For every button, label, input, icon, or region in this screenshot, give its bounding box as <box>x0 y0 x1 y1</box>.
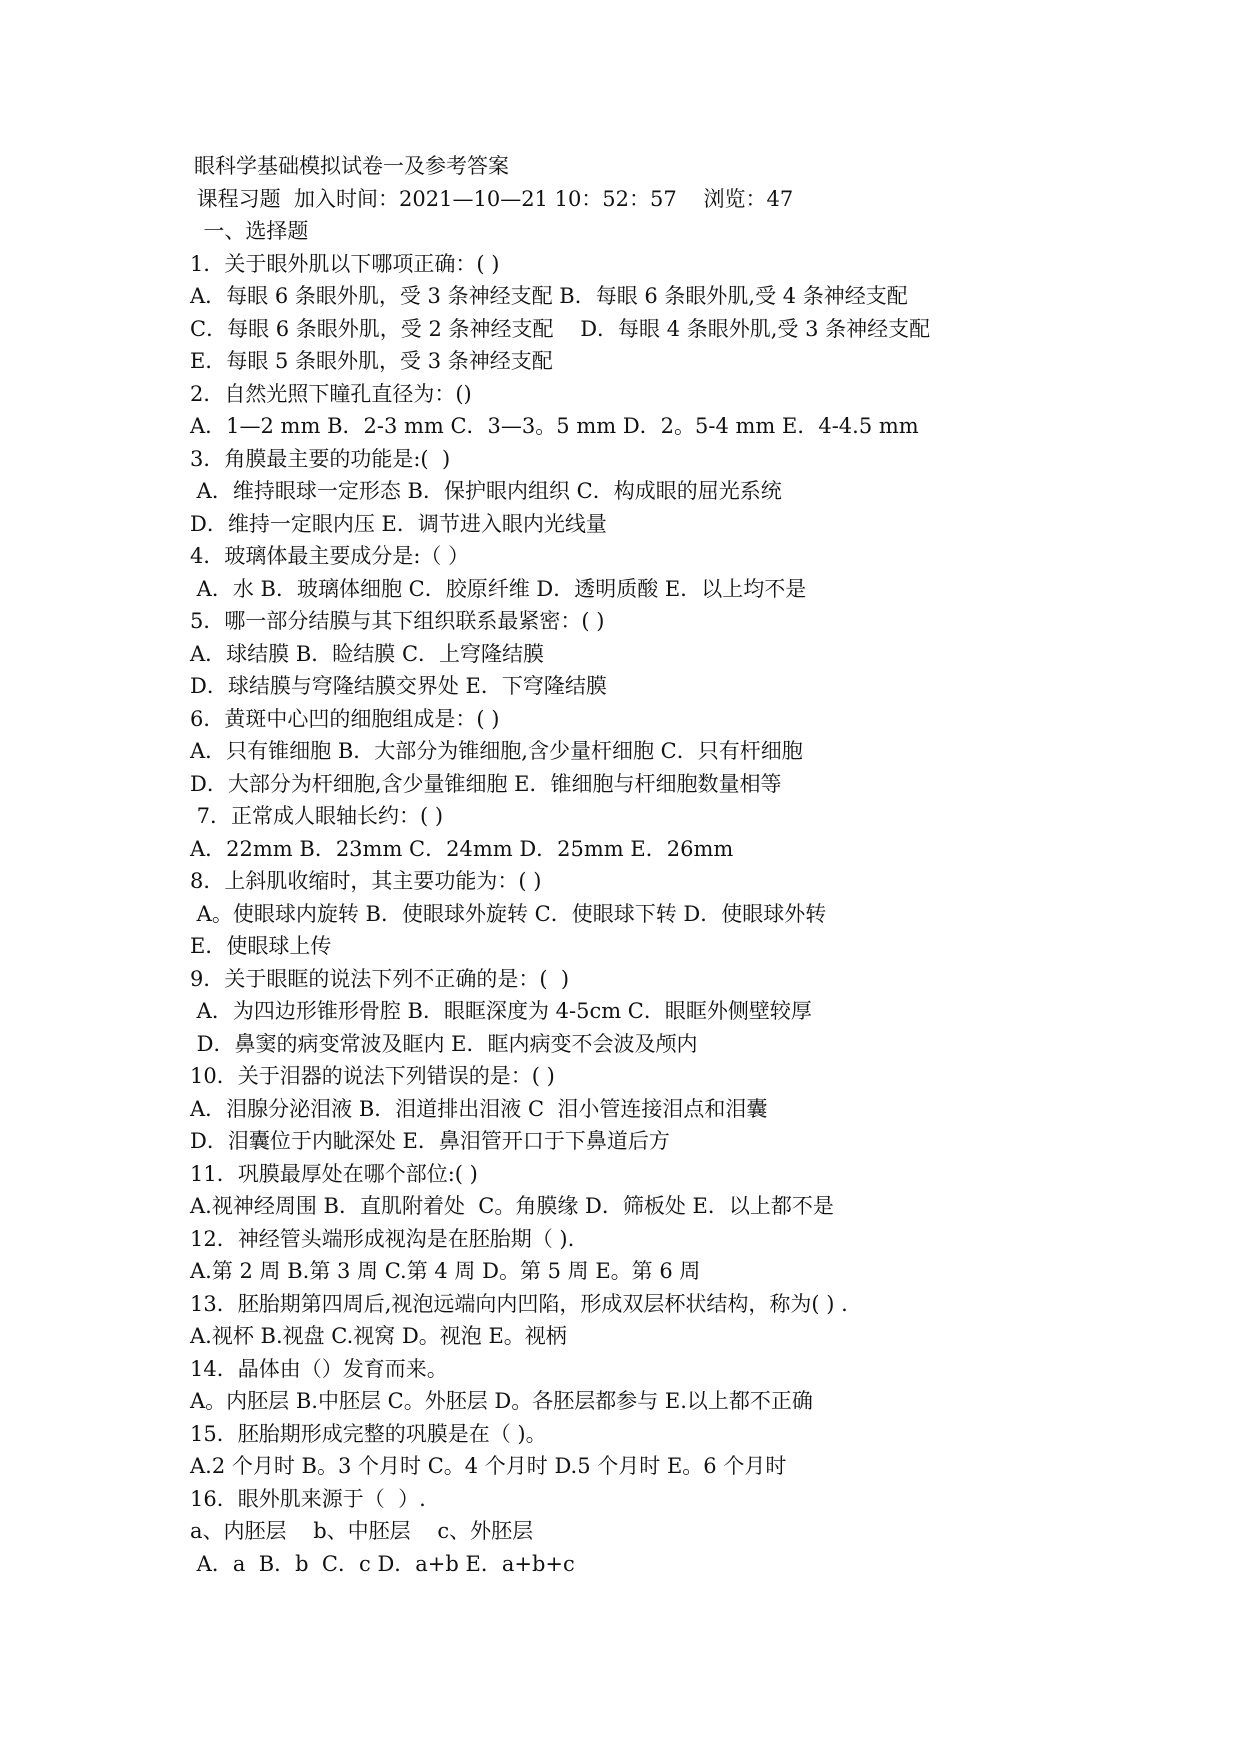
option-line: A．为四边形锥形骨腔 B．眼眶深度为 4-5cm C．眼眶外侧壁较厚 <box>190 999 812 1023</box>
question-line: 6．黄斑中心凹的细胞组成是：( ) <box>190 706 500 731</box>
option-line: D．维持一定眼内压 E．调节进入眼内光线量 <box>190 511 607 536</box>
option-line: E．使眼球上传 <box>190 934 332 958</box>
option-line: D．球结膜与穹隆结膜交界处 E．下穹隆结膜 <box>190 674 607 698</box>
question-line: 16．眼外肌来源于（ ）. <box>190 1486 426 1511</box>
question-line: 11．巩膜最厚处在哪个部位:( ) <box>190 1161 478 1186</box>
question-line: 14．晶体由（）发育而来。 <box>190 1356 448 1381</box>
section-heading: 一、选择题 <box>190 219 309 243</box>
question-line: 2．自然光照下瞳孔直径为：() <box>190 381 472 406</box>
option-line: A．只有锥细胞 B．大部分为锥细胞,含少量杆细胞 C．只有杆细胞 <box>190 739 803 763</box>
option-line: A．维持眼球一定形态 B．保护眼内组织 C．构成眼的屈光系统 <box>190 479 782 503</box>
option-line: A.视神经周围 B．直肌附着处 C。角膜缘 D．筛板处 E．以上都不是 <box>190 1194 834 1218</box>
question-line: 1．关于眼外肌以下哪项正确：( ) <box>190 251 500 276</box>
option-line: A.视杯 B.视盘 C.视窝 D。视泡 E。视柄 <box>190 1324 567 1348</box>
document-meta: 课程习题 加入时间：2021—10—21 10：52：57 浏览：47 <box>190 186 794 211</box>
option-line: A．每眼 6 条眼外肌，受 3 条神经支配 B．每眼 6 条眼外肌,受 4 条神经支配 <box>190 284 908 308</box>
document-title: 眼科学基础模拟试卷一及参考答案 <box>194 154 509 178</box>
question-line: 10．关于泪器的说法下列错误的是：( ) <box>190 1064 555 1088</box>
question-line: 12．神经管头端形成视沟是在胚胎期（ ). <box>190 1226 575 1251</box>
option-line: A．22mm B．23mm C．24mm D．25mm E．26mm <box>190 836 734 861</box>
option-line: A．水 B．玻璃体细胞 C．胶原纤维 D．透明质酸 E．以上均不是 <box>190 576 807 601</box>
option-line: A.2 个月时 B。3 个月时 C。4 个月时 D.5 个月时 E。6 个月时 <box>190 1454 787 1478</box>
document-body <box>190 150 1190 1580</box>
option-line: E．每眼 5 条眼外肌，受 3 条神经支配 <box>190 349 553 373</box>
question-line: 8．上斜肌收缩时，其主要功能为：( ) <box>190 869 542 893</box>
question-line: 9．关于眼眶的说法下列不正确的是：( ) <box>190 966 570 991</box>
question-line: 7．正常成人眼轴长约：( ) <box>190 804 444 828</box>
option-line: A．1—2 mm B．2-3 mm C．3—3。5 mm D．2。5-4 mm E．4-4.5 mm <box>190 414 919 438</box>
option-line: A．泪腺分泌泪液 B．泪道排出泪液 C 泪小管连接泪点和泪囊 <box>190 1096 768 1121</box>
question-line: 13．胚胎期第四周后,视泡远端向内凹陷，形成双层杯状结构，称为( ) . <box>190 1291 848 1316</box>
option-line: D．大部分为杆细胞,含少量锥细胞 E．锥细胞与杆细胞数量相等 <box>190 771 782 796</box>
question-line: 15．胚胎期形成完整的巩膜是在（ )。 <box>190 1421 547 1446</box>
question-line: 5．哪一部分结膜与其下组织联系最紧密：( ) <box>190 609 605 633</box>
option-line: A．a B．b C．c D．a+b E．a+b+c <box>190 1551 575 1576</box>
option-line: A.第 2 周 B.第 3 周 C.第 4 周 D。第 5 周 E。第 6 周 <box>190 1259 701 1283</box>
question-line: 4．玻璃体最主要成分是:（ ） <box>190 544 470 568</box>
option-line: D．泪囊位于内眦深处 E．鼻泪管开口于下鼻道后方 <box>190 1129 670 1153</box>
option-line: D．鼻窦的病变常波及眶内 E．眶内病变不会波及颅内 <box>190 1031 698 1056</box>
option-line: A。内胚层 B.中胚层 C。外胚层 D。各胚层都参与 E.以上都不正确 <box>190 1389 813 1413</box>
question-line: 3．角膜最主要的功能是:( ) <box>190 446 451 471</box>
option-line: C．每眼 6 条眼外肌，受 2 条神经支配 D．每眼 4 条眼外肌,受 3 条神经支配 <box>190 316 931 341</box>
option-line: A。使眼球内旋转 B．使眼球外旋转 C．使眼球下转 D．使眼球外转 <box>190 901 827 926</box>
option-line: a、内胚层 b、中胚层 c、外胚层 <box>190 1519 534 1543</box>
option-line: A．球结膜 B．睑结膜 C．上穹隆结膜 <box>190 641 545 666</box>
